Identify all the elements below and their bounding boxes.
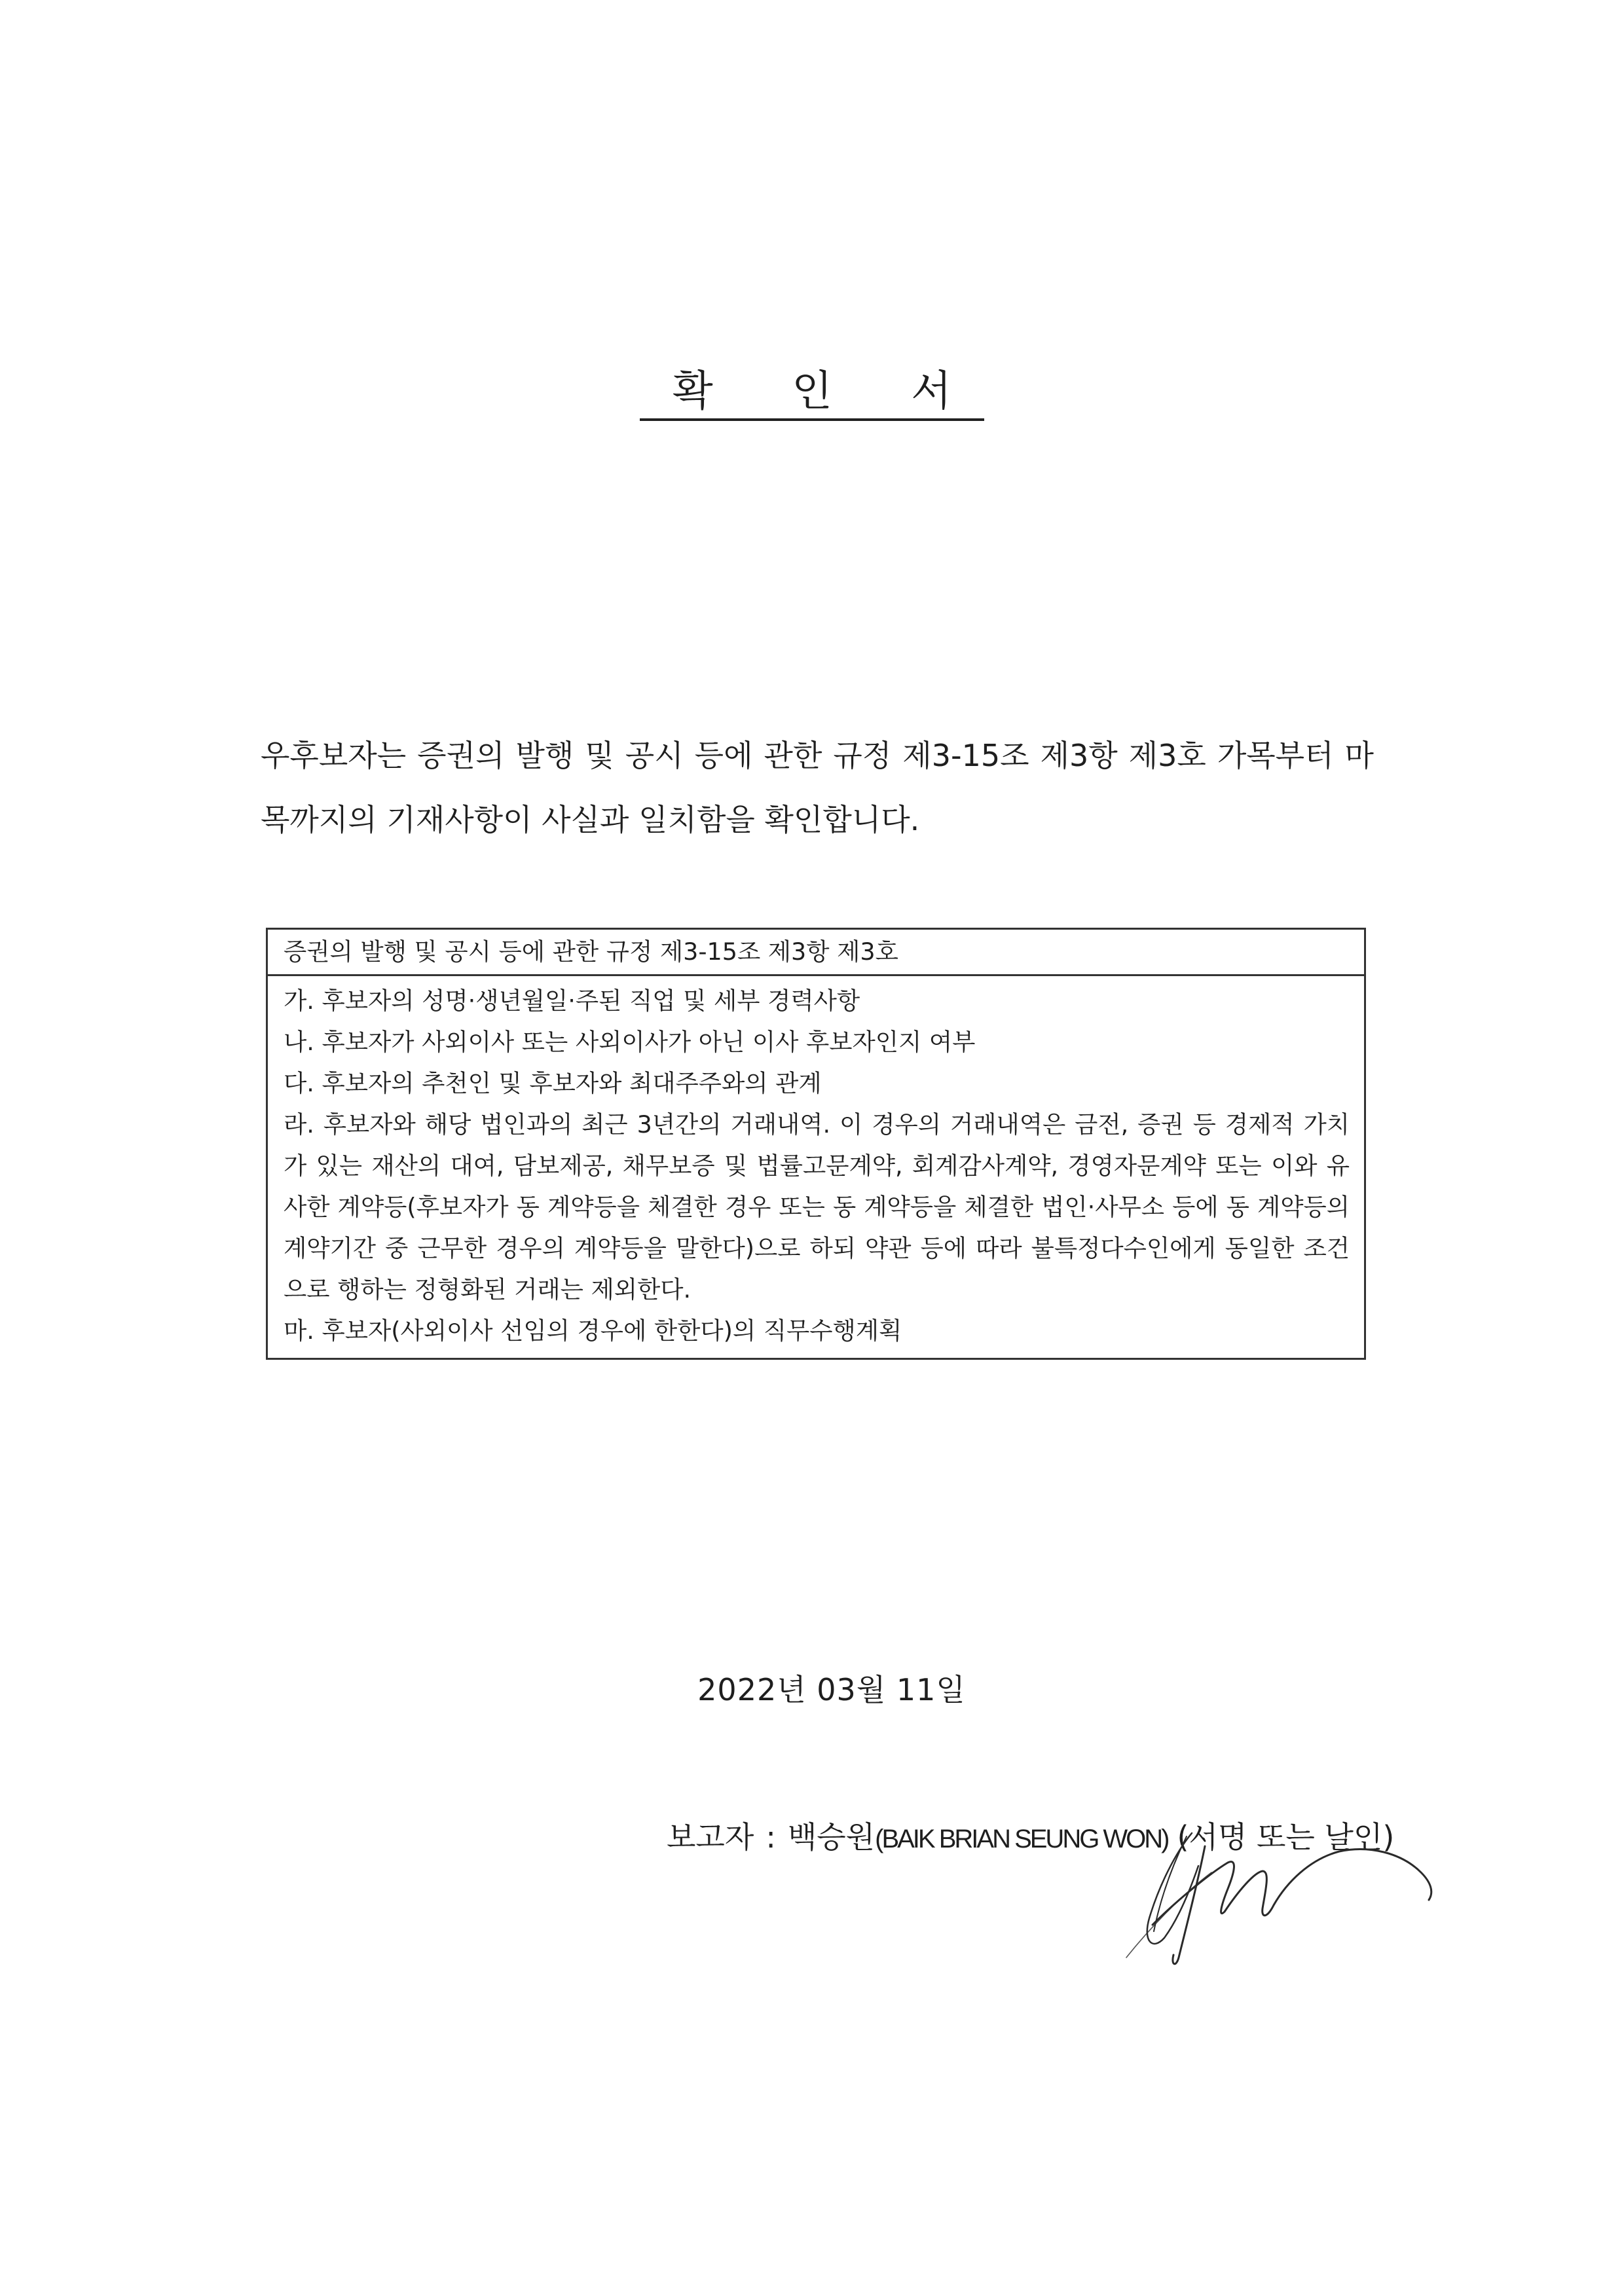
table-row-ma: 마. 후보자(사외이사 선임의 경우에 한한다)의 직무수행계획: [284, 1317, 902, 1345]
reporter-name-latin: (BAIK BRIAN SEUNG WON): [875, 1825, 1168, 1853]
handwritten-signature-icon: [1113, 1827, 1506, 1971]
document-title: [0, 367, 1624, 421]
reporter-label: 보고자: [667, 1819, 754, 1855]
signature-note: (서명 또는 날인): [1177, 1819, 1395, 1855]
table-row-ga: 가. 후보자의 성명·생년월일·주된 직업 및 세부 경력사항: [284, 987, 860, 1015]
table-row-da: 다. 후보자의 추천인 및 후보자와 최대주주와의 관계: [284, 1069, 822, 1097]
table-row-na: 나. 후보자가 사외이사 또는 사외이사가 아닌 이사 후보자인지 여부: [284, 1028, 976, 1056]
title-text: 확 인 서: [640, 367, 984, 421]
table-row-ra: 라. 후보자와 해당 법인과의 최근 3년간의 거래내역. 이 경우의 거래내역은 금전, 증권 등 경제적 가치가 있는 재산의 대여, 담보제공, 채무보증 및 법률고문계약, 회계감사계약, 경영자문계약 또는 이와 유사한 계약등(후보자가 동 계약등을 체결한 경우 또는 동 계약등을 체결한 법인·사무소 등에 동 계약등의 계약기간 중 근무한 경우의 계약등을 말한다)으로 하되 약관 등에 따라 불특정다수인에게 동일한 조건으로 행하는 정형화된 거래는 제외한다.: [284, 1110, 1350, 1303]
table-body: [268, 976, 1364, 1358]
confirmation-statement: 우후보자는 증권의 발행 및 공시 등에 관한 규정 제3-15조 제3항 제3호 가목부터 마목까지의 기재사항이 사실과 일치함을 확인합니다.: [261, 738, 1374, 837]
reporter-name-korean: 백승원: [787, 1819, 876, 1855]
regulation-items-table: [266, 928, 1366, 1360]
table-header: 증권의 발행 및 공시 등에 관한 규정 제3-15조 제3항 제3호: [268, 930, 1364, 976]
reporter-colon: :: [766, 1819, 776, 1855]
document-date: 2022년 03월 11일: [697, 1672, 966, 1707]
